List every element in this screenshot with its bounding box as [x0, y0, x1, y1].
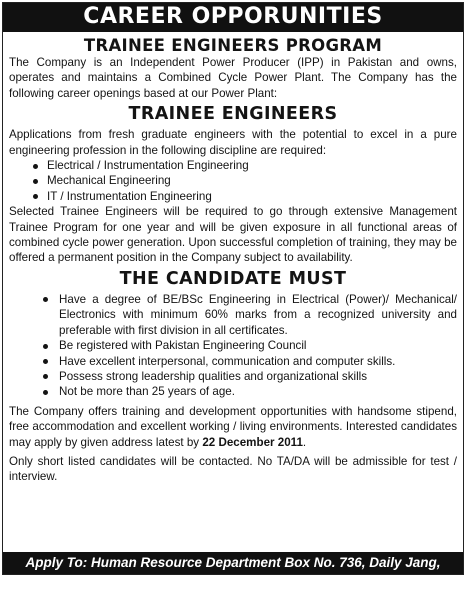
selection-paragraph: Selected Trainee Engineers will be required to go through extensive Management Trainee Program for one year and will be given exposure in all functional areas of combined cycle power generation. Upon successful completion of training, they may be offered a permanent position in the Company subject to availability.	[9, 205, 457, 265]
candidate-must-heading: THE CANDIDATE MUST	[119, 268, 347, 289]
discipline-list	[3, 158, 463, 204]
list-item	[3, 189, 457, 204]
bullet-icon	[43, 359, 48, 364]
list-item	[3, 354, 457, 369]
discipline-label: Mechanical Engineering	[47, 174, 171, 188]
list-item	[3, 338, 457, 353]
discipline-label: IT / Instrumentation Engineering	[47, 189, 212, 203]
shortlist-paragraph: Only short listed candidates will be contacted. No TA/DA will be admissible for test / interview.	[9, 454, 457, 484]
discipline-label: Electrical / Instrumentation Engineering	[47, 159, 249, 173]
apply-to-footer: Apply To: Human Resource Department Box No. 736, Daily Jang, Rawalpindi	[3, 552, 463, 574]
offer-text: The Company offers training and development opportunities with handsome stipend, free accommodation and excellent working / living environments. Interested candidates may apply by given address latest by	[9, 404, 457, 449]
list-item	[3, 369, 457, 384]
bullet-icon	[33, 164, 38, 169]
banner-title: CAREER OPPORUNITIES	[3, 3, 463, 32]
requirement-text: Have excellent interpersonal, communication and computer skills.	[59, 354, 396, 368]
offer-paragraph	[3, 404, 463, 450]
bullet-icon	[33, 194, 38, 199]
requirement-text: Possess strong leadership qualities and organizational skills	[59, 369, 368, 383]
bullet-icon	[43, 297, 48, 302]
intro-paragraph: The Company is an Independent Power Producer (IPP) in Pakistan and owns, operates and maintains a Combined Cycle Power Plant. The Company has the following career openings based at our Power Plant:	[9, 56, 457, 100]
list-item	[3, 158, 457, 173]
bullet-icon	[43, 374, 48, 379]
bullet-icon	[43, 344, 48, 349]
list-item	[3, 384, 457, 399]
deadline-date: 22 December 2011	[202, 435, 303, 449]
applications-paragraph: Applications from fresh graduate engineers with the potential to excel in a pure engineering profession in the following discipline are required:	[9, 128, 457, 157]
program-title: TRAINEE ENGINEERS PROGRAM	[83, 36, 383, 55]
requirement-text: Not be more than 25 years of age.	[59, 385, 235, 399]
requirement-text: Have a degree of BE/BSc Engineering in Electrical (Power)/ Mechanical/ Electronics with minimum 60% marks from a recognized university and preferable with first division in all certificates.	[59, 292, 457, 337]
list-item	[3, 173, 457, 188]
bullet-icon	[33, 179, 38, 184]
job-advertisement	[2, 2, 464, 592]
list-item	[3, 292, 457, 338]
requirement-text: Be registered with Pakistan Engineering Council	[59, 339, 307, 353]
trainee-engineers-heading: TRAINEE ENGINEERS	[128, 104, 338, 125]
bullet-icon	[43, 390, 48, 395]
deadline-suffix: .	[302, 435, 307, 449]
requirements-list	[3, 292, 463, 400]
